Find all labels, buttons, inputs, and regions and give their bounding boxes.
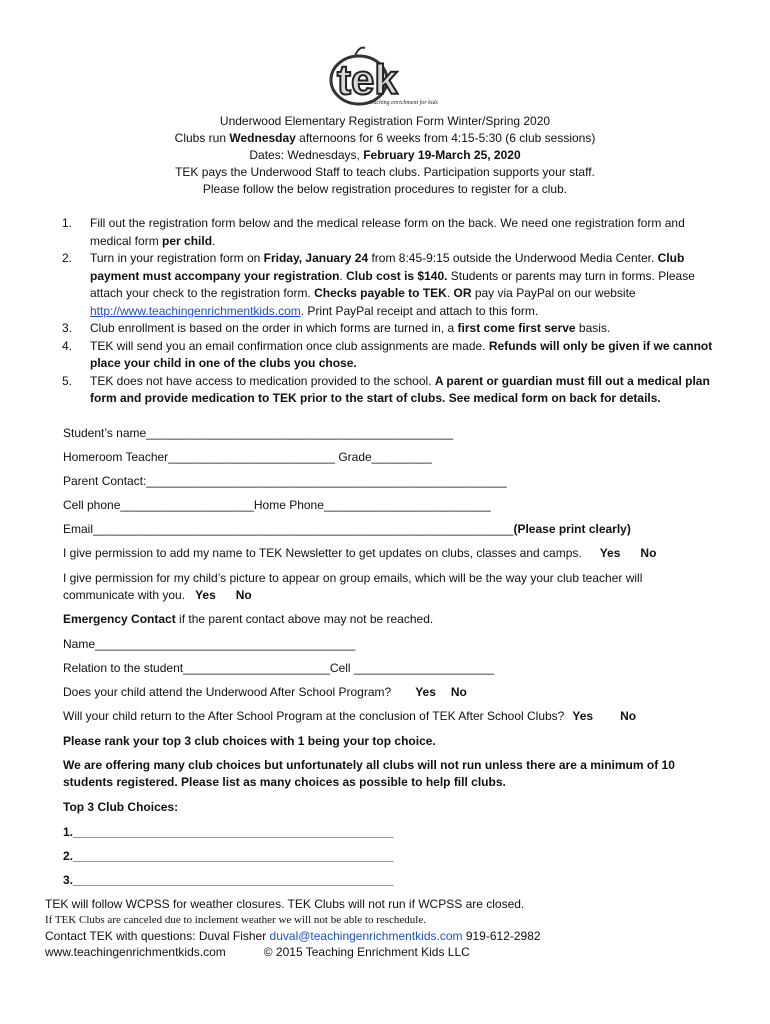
step-item [62,373,724,408]
text-bold: A parent or guardian must fill out a medical plan form and provide medication to TEK prior to the start of clubs. See medical form on back for details. [90,373,710,405]
text-bold: per child [162,233,213,248]
header-procedures: Please follow the below registration procedures to register for a club. [202,182,568,196]
email-note: (Please print clearly) [513,522,631,536]
picture-no[interactable]: No [235,588,252,602]
step-text [90,338,724,373]
text: TEK does not have access to medication provided to the school. [90,373,435,388]
header-bold: February 19-March 25, 2020 [363,148,521,162]
text: . [446,286,454,300]
newsletter-row [63,546,656,560]
logo-tagline: teaching enrichment for kids [369,100,438,106]
email-row [63,522,631,536]
form-footer [45,896,745,960]
text: . [339,268,347,283]
picture-row [63,588,252,602]
step-number: 2. [62,251,73,265]
text: Fill out the registration form below and the medical release form on the back. We need one registration form and medical form [90,216,685,248]
picture-yes[interactable]: Yes [195,588,216,602]
picture-text-2: communicate with you. [63,588,186,602]
picture-text-1: I give permission for my child’s picture to appear on group emails, which will be the way your club teacher will [63,571,643,585]
header-bold: Wednesday [229,131,296,145]
tek-logo [325,44,443,108]
parent-contact-field[interactable]: Parent Contact:______________________________________________________ [63,474,507,488]
emergency-name-field[interactable]: Name_______________________________________ [63,637,356,651]
text-bold: first come first serve [457,321,576,335]
text-bold: Club cost is $140. [346,268,448,283]
homeroom-grade-field[interactable]: Homeroom Teacher_________________________ Grade_________ [63,450,432,464]
afterschool-text: Does your child attend the Underwood After School Program? [63,685,392,699]
header-text: Dates: Wednesdays, [249,148,364,162]
copyright: © 2015 Teaching Enrichment Kids LLC [263,945,470,959]
header-text: afternoons for 6 weeks from 4:15-5:30 (6 club sessions) [295,131,596,145]
email-field[interactable]: Email_______________________________________________________________ [63,522,514,536]
step-text [90,373,724,408]
contact-text: Contact TEK with questions: Duval Fisher [45,929,270,943]
student-name-field[interactable]: Student’s name______________________________________________ [63,426,454,440]
text-bold: Friday, January 24 [263,251,369,265]
offering-text-2: students registered. Please list as many choices as possible to help fill clubs. [63,775,506,789]
return-yes[interactable]: Yes [572,709,594,723]
cancel-note: If TEK Clubs are canceled due to inclement weather we will not be able to reschedule. [45,914,426,926]
choice-1-field[interactable]: 1.________________________________________________ [63,825,394,839]
footer-website[interactable]: www.teachingenrichmentkids.com [45,945,226,959]
registration-steps [62,215,724,408]
header-staff: TEK pays the Underwood Staff to teach clubs. Participation supports your staff. [175,165,595,179]
step-item [62,338,724,373]
weather-note: TEK will follow WCPSS for weather closures. TEK Clubs will not run if WCPSS are closed. [45,897,525,911]
text: . [212,233,216,248]
offering-text-1: We are offering many club choices but unfortunately all clubs will not run unless there are a minimum of 10 [63,758,675,772]
contact-phone: 919-612-2982 [462,929,541,943]
step-number: 1. [62,216,73,230]
text: Students or parents may turn in forms. Please attach your check to the registration form. [90,268,695,300]
choice-2-field[interactable]: 2.________________________________________________ [63,849,394,863]
afterschool-no[interactable]: No [450,685,467,699]
text: . Print PayPal receipt and attach to this form. [300,303,539,318]
header-title: Underwood Elementary Registration Form Winter/Spring 2020 [219,114,551,128]
header-text: Clubs run [174,131,230,145]
step-item [62,215,724,250]
return-text: Will your child return to the After School Program at the conclusion of TEK After School Clubs? [63,709,565,723]
step-text [90,250,724,320]
text: pay via PayPal on our website [471,286,636,300]
text: Turn in your registration form on [90,251,264,265]
text-bold: Checks payable to TEK [314,286,447,300]
text: Club enrollment is based on the order in which forms are turned in, a [90,321,458,335]
text: TEK will send you an email confirmation once club assignments are made. [90,338,489,353]
step-number: 5. [62,373,73,388]
header-dates [0,147,770,164]
emergency-heading [63,612,433,626]
relation-cell-field[interactable]: Relation to the student______________________Cell _____________________ [63,661,495,675]
step-number: 3. [62,321,73,335]
step-text [90,320,724,338]
newsletter-text: I give permission to add my name to TEK Newsletter to get updates on clubs, classes and camps. [63,546,582,560]
choice-3-field[interactable]: 3.________________________________________________ [63,873,394,887]
text-bold: Refunds will only be given if we cannot place your child in one of the clubs you chose. [90,338,713,370]
step-number: 4. [62,338,73,353]
afterschool-yes[interactable]: Yes [415,685,436,699]
rank-instruction: Please rank your top 3 club choices with 1 being your top choice. [63,734,436,748]
newsletter-no[interactable]: No [640,546,657,560]
return-row [63,709,636,723]
contact-line [45,928,745,944]
afterschool-row [63,685,467,699]
text-bold: Emergency Contact [63,612,176,626]
step-item [62,320,724,338]
text-bold: Club payment must accompany your registration [90,251,685,283]
top3-heading: Top 3 Club Choices: [63,800,179,814]
website-link[interactable]: http://www.teachingenrichmentkids.com [90,303,301,318]
return-no[interactable]: No [620,709,637,723]
newsletter-yes[interactable]: Yes [599,546,621,560]
contact-email-link[interactable]: duval@teachingenrichmentkids.com [269,929,463,943]
text: from 8:45-9:15 outside the Underwood Media Center. [368,251,658,265]
step-text [90,215,724,250]
text: if the parent contact above may not be reached. [175,612,434,626]
form-header [0,113,770,198]
website-line [45,944,745,960]
text-bold: OR [453,286,472,300]
step-item [62,250,724,320]
logo-letters: tek [337,56,398,103]
header-clubs [0,130,770,147]
text: basis. [575,321,611,335]
phone-fields[interactable]: Cell phone____________________Home Phone_________________________ [63,498,491,512]
